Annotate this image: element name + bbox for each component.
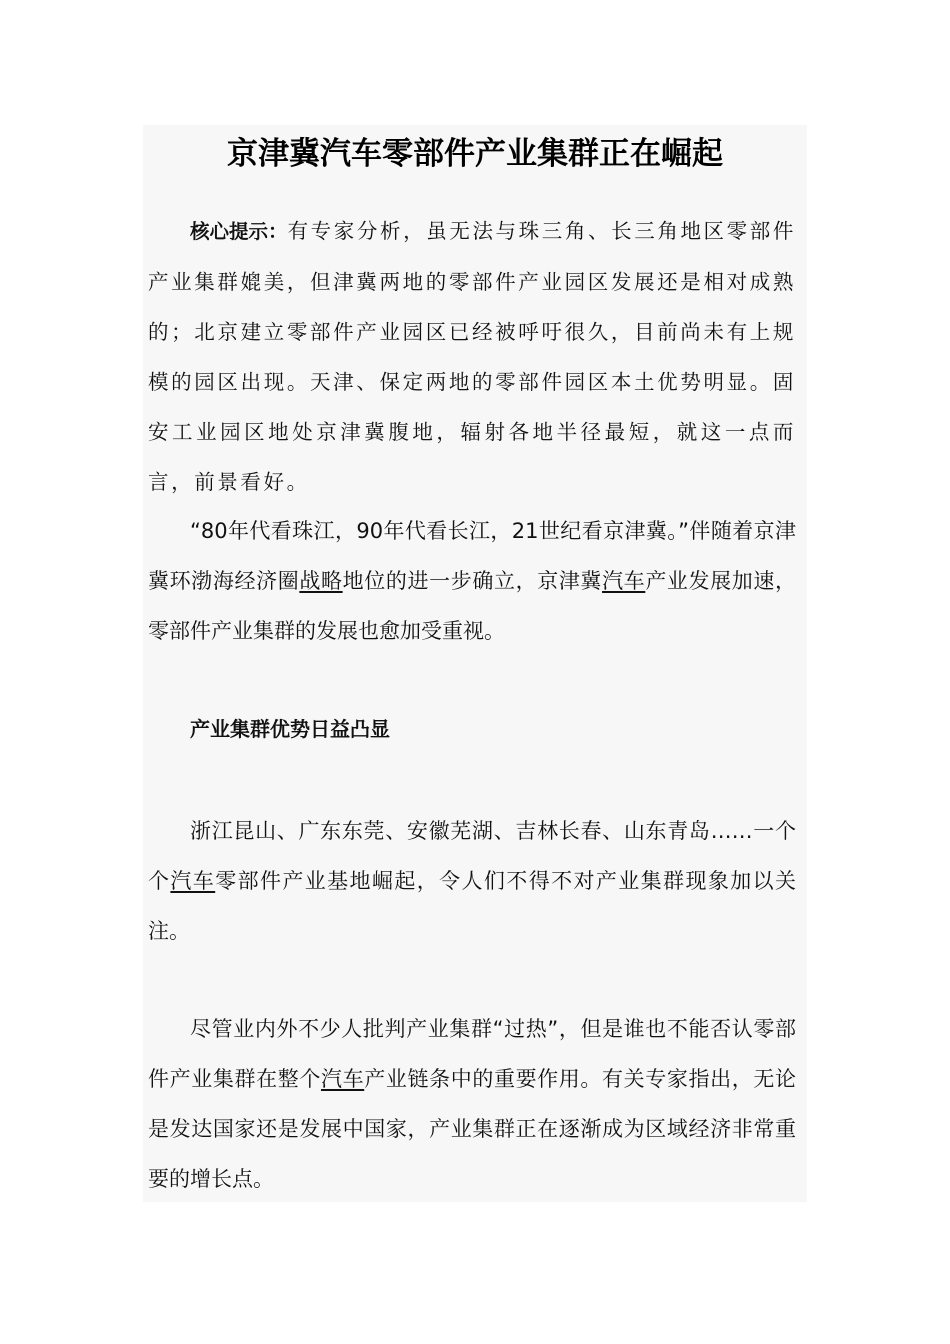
summary-paragraph [148, 206, 796, 507]
paragraph-importance-text-b: 产业链条中的重要作用。有关专家指出，无论是发达国家还是发展中国家，产业集群正在逐渐成为区域经济非常重要的增长点。 [148, 1067, 797, 1191]
paragraph-intro-text-a: “80年代看珠江，90年代看长江，21世纪看京津冀。”伴随着京津冀环渤海经济圈 [148, 519, 796, 593]
link-automobile[interactable]: 汽车 [320, 1067, 365, 1091]
link-strategy[interactable]: 战略 [299, 569, 343, 593]
paragraph-bases-text-a: 浙江昆山、广东东莞、安徽芜湖、吉林长春、山东青岛……一个个 [148, 819, 796, 893]
paragraph-bases-text-b: 零部件产业基地崛起，令人们不得不对产业集群现象加以关注。 [148, 869, 797, 943]
paragraph-bases [148, 806, 796, 956]
link-automobile[interactable]: 汽车 [602, 569, 646, 593]
summary-lead: 核心提示： [190, 220, 288, 243]
paragraph-importance [148, 1004, 796, 1204]
paragraph-importance-text-a: 尽管业内外不少人批判产业集群“过热”，但是谁也不能否认零部件产业集群在整个 [148, 1017, 796, 1091]
paragraph-intro [148, 506, 796, 656]
summary-text: 有专家分析，虽无法与珠三角、长三角地区零部件产业集群媲美，但津冀两地的零部件产业园区发展还是相对成熟的；北京建立零部件产业园区已经被呼吁很久，目前尚未有上规模的园区出现。天津、保定两地的零部件园区本土优势明显。固安工业园区地处京津冀腹地，辐射各地半径最短，就这一点而言，前景看好。 [148, 219, 796, 494]
paragraph-intro-text-b: 地位的进一步确立，京津冀 [342, 569, 603, 593]
section-heading: 产业集群优势日益凸显 [190, 717, 390, 741]
link-automobile[interactable]: 汽车 [170, 869, 216, 893]
page-title: 京津冀汽车零部件产业集群正在崛起 [227, 136, 723, 172]
paragraph-intro-text-c: 产业发展加速，零部件产业集群的发展也愈加受重视。 [148, 569, 797, 643]
